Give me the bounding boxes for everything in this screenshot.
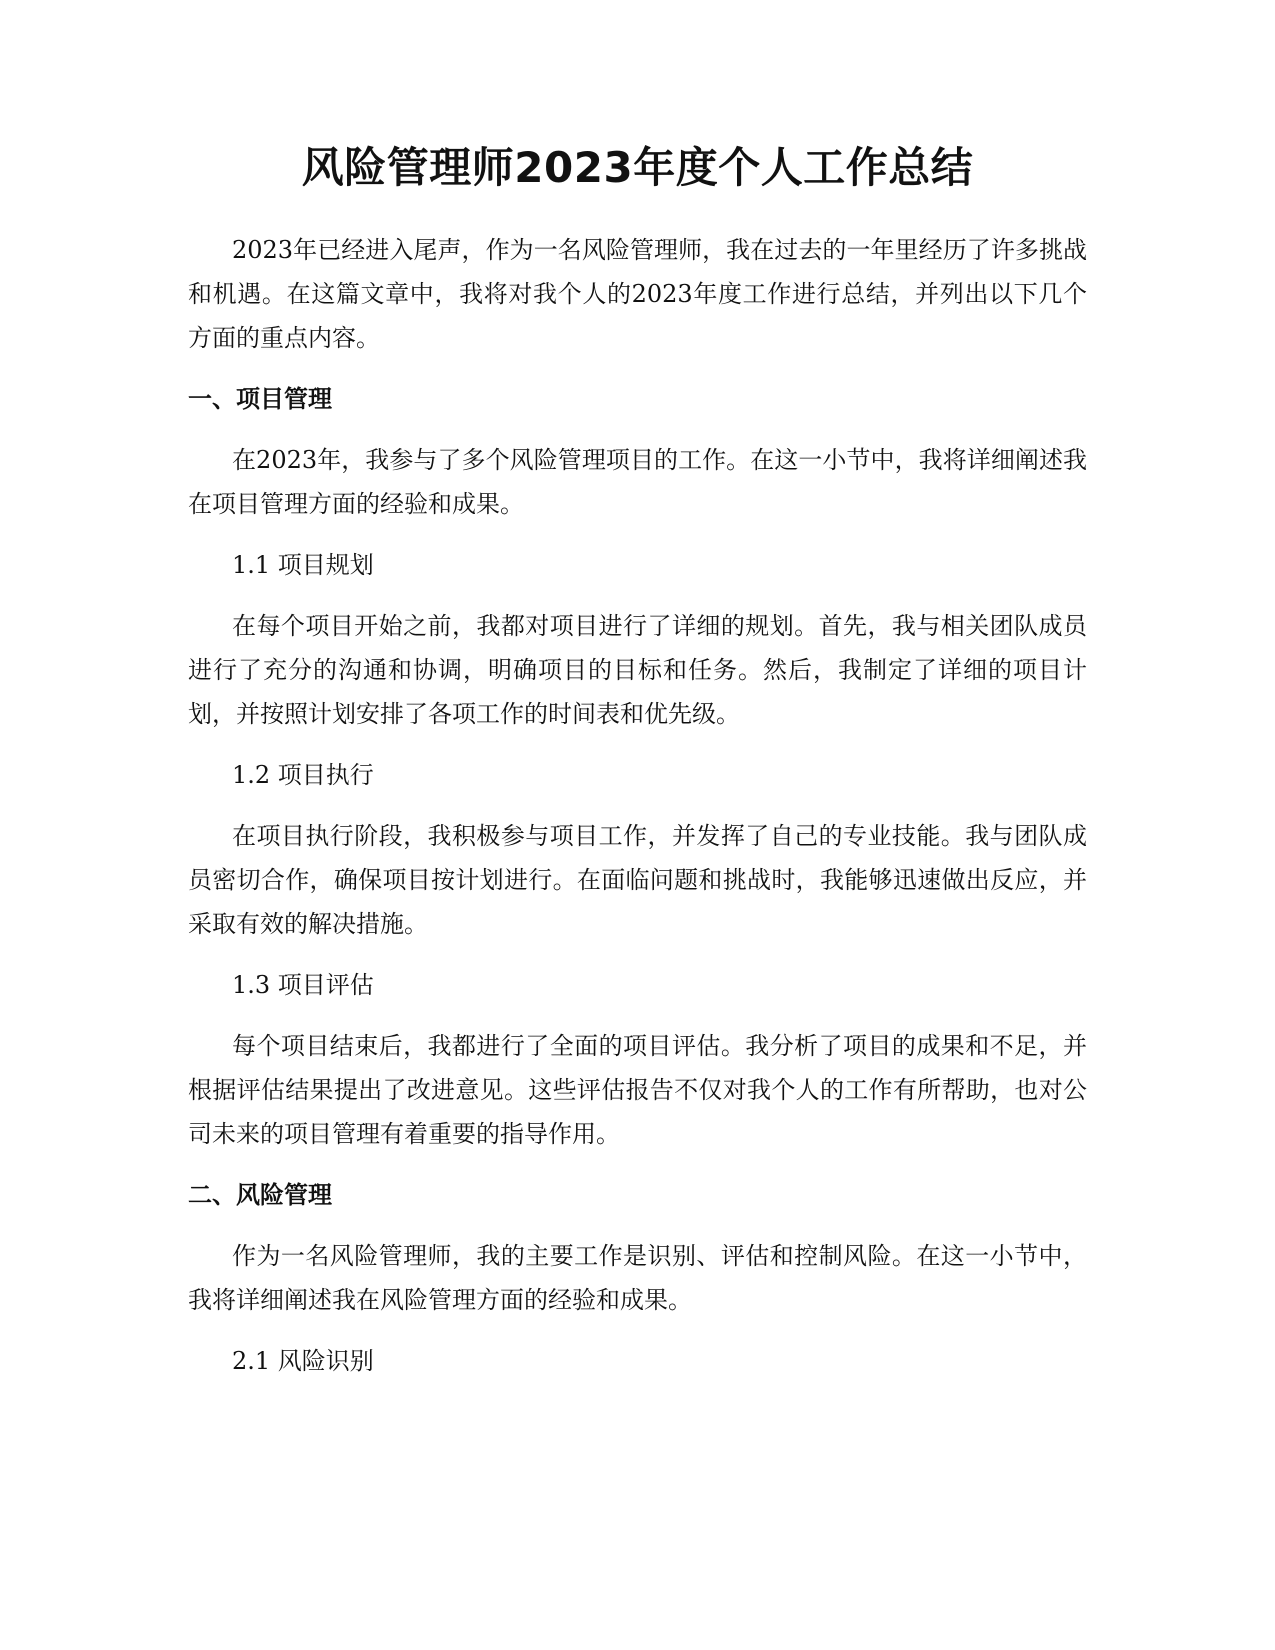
subsection-body-project-evaluation: 每个项目结束后，我都进行了全面的项目评估。我分析了项目的成果和不足，并根据评估结果提出了改进意见。这些评估报告不仅对我个人的工作有所帮助，也对公司未来的项目管理有着重要的指导作用。 [188, 1032, 1087, 1148]
subsection-heading-risk-identification: 2.1 风险识别 [232, 1347, 374, 1375]
document-title: 风险管理师2023年度个人工作总结 [301, 143, 974, 192]
section-intro-project-management: 在2023年，我参与了多个风险管理项目的工作。在这一小节中，我将详细阐述我在项目管理方面的经验和成果。 [188, 446, 1087, 518]
subsection-heading-project-evaluation: 1.3 项目评估 [232, 971, 374, 999]
section-heading-risk-management: 二、风险管理 [188, 1181, 332, 1209]
subsection-heading-project-planning: 1.1 项目规划 [232, 551, 374, 579]
intro-paragraph: 2023年已经进入尾声，作为一名风险管理师，我在过去的一年里经历了许多挑战和机遇。在这篇文章中，我将对我个人的2023年度工作进行总结，并列出以下几个方面的重点内容。 [188, 236, 1087, 352]
subsection-body-project-planning: 在每个项目开始之前，我都对项目进行了详细的规划。首先，我与相关团队成员进行了充分的沟通和协调，明确项目的目标和任务。然后，我制定了详细的项目计划，并按照计划安排了各项工作的时间表和优先级。 [188, 612, 1087, 728]
subsection-heading-project-execution: 1.2 项目执行 [232, 761, 374, 789]
subsection-body-project-execution: 在项目执行阶段，我积极参与项目工作，并发挥了自己的专业技能。我与团队成员密切合作，确保项目按计划进行。在面临问题和挑战时，我能够迅速做出反应，并采取有效的解决措施。 [188, 822, 1087, 938]
section-intro-risk-management: 作为一名风险管理师，我的主要工作是识别、评估和控制风险。在这一小节中，我将详细阐述我在风险管理方面的经验和成果。 [188, 1242, 1087, 1314]
section-heading-project-management: 一、项目管理 [188, 385, 332, 413]
